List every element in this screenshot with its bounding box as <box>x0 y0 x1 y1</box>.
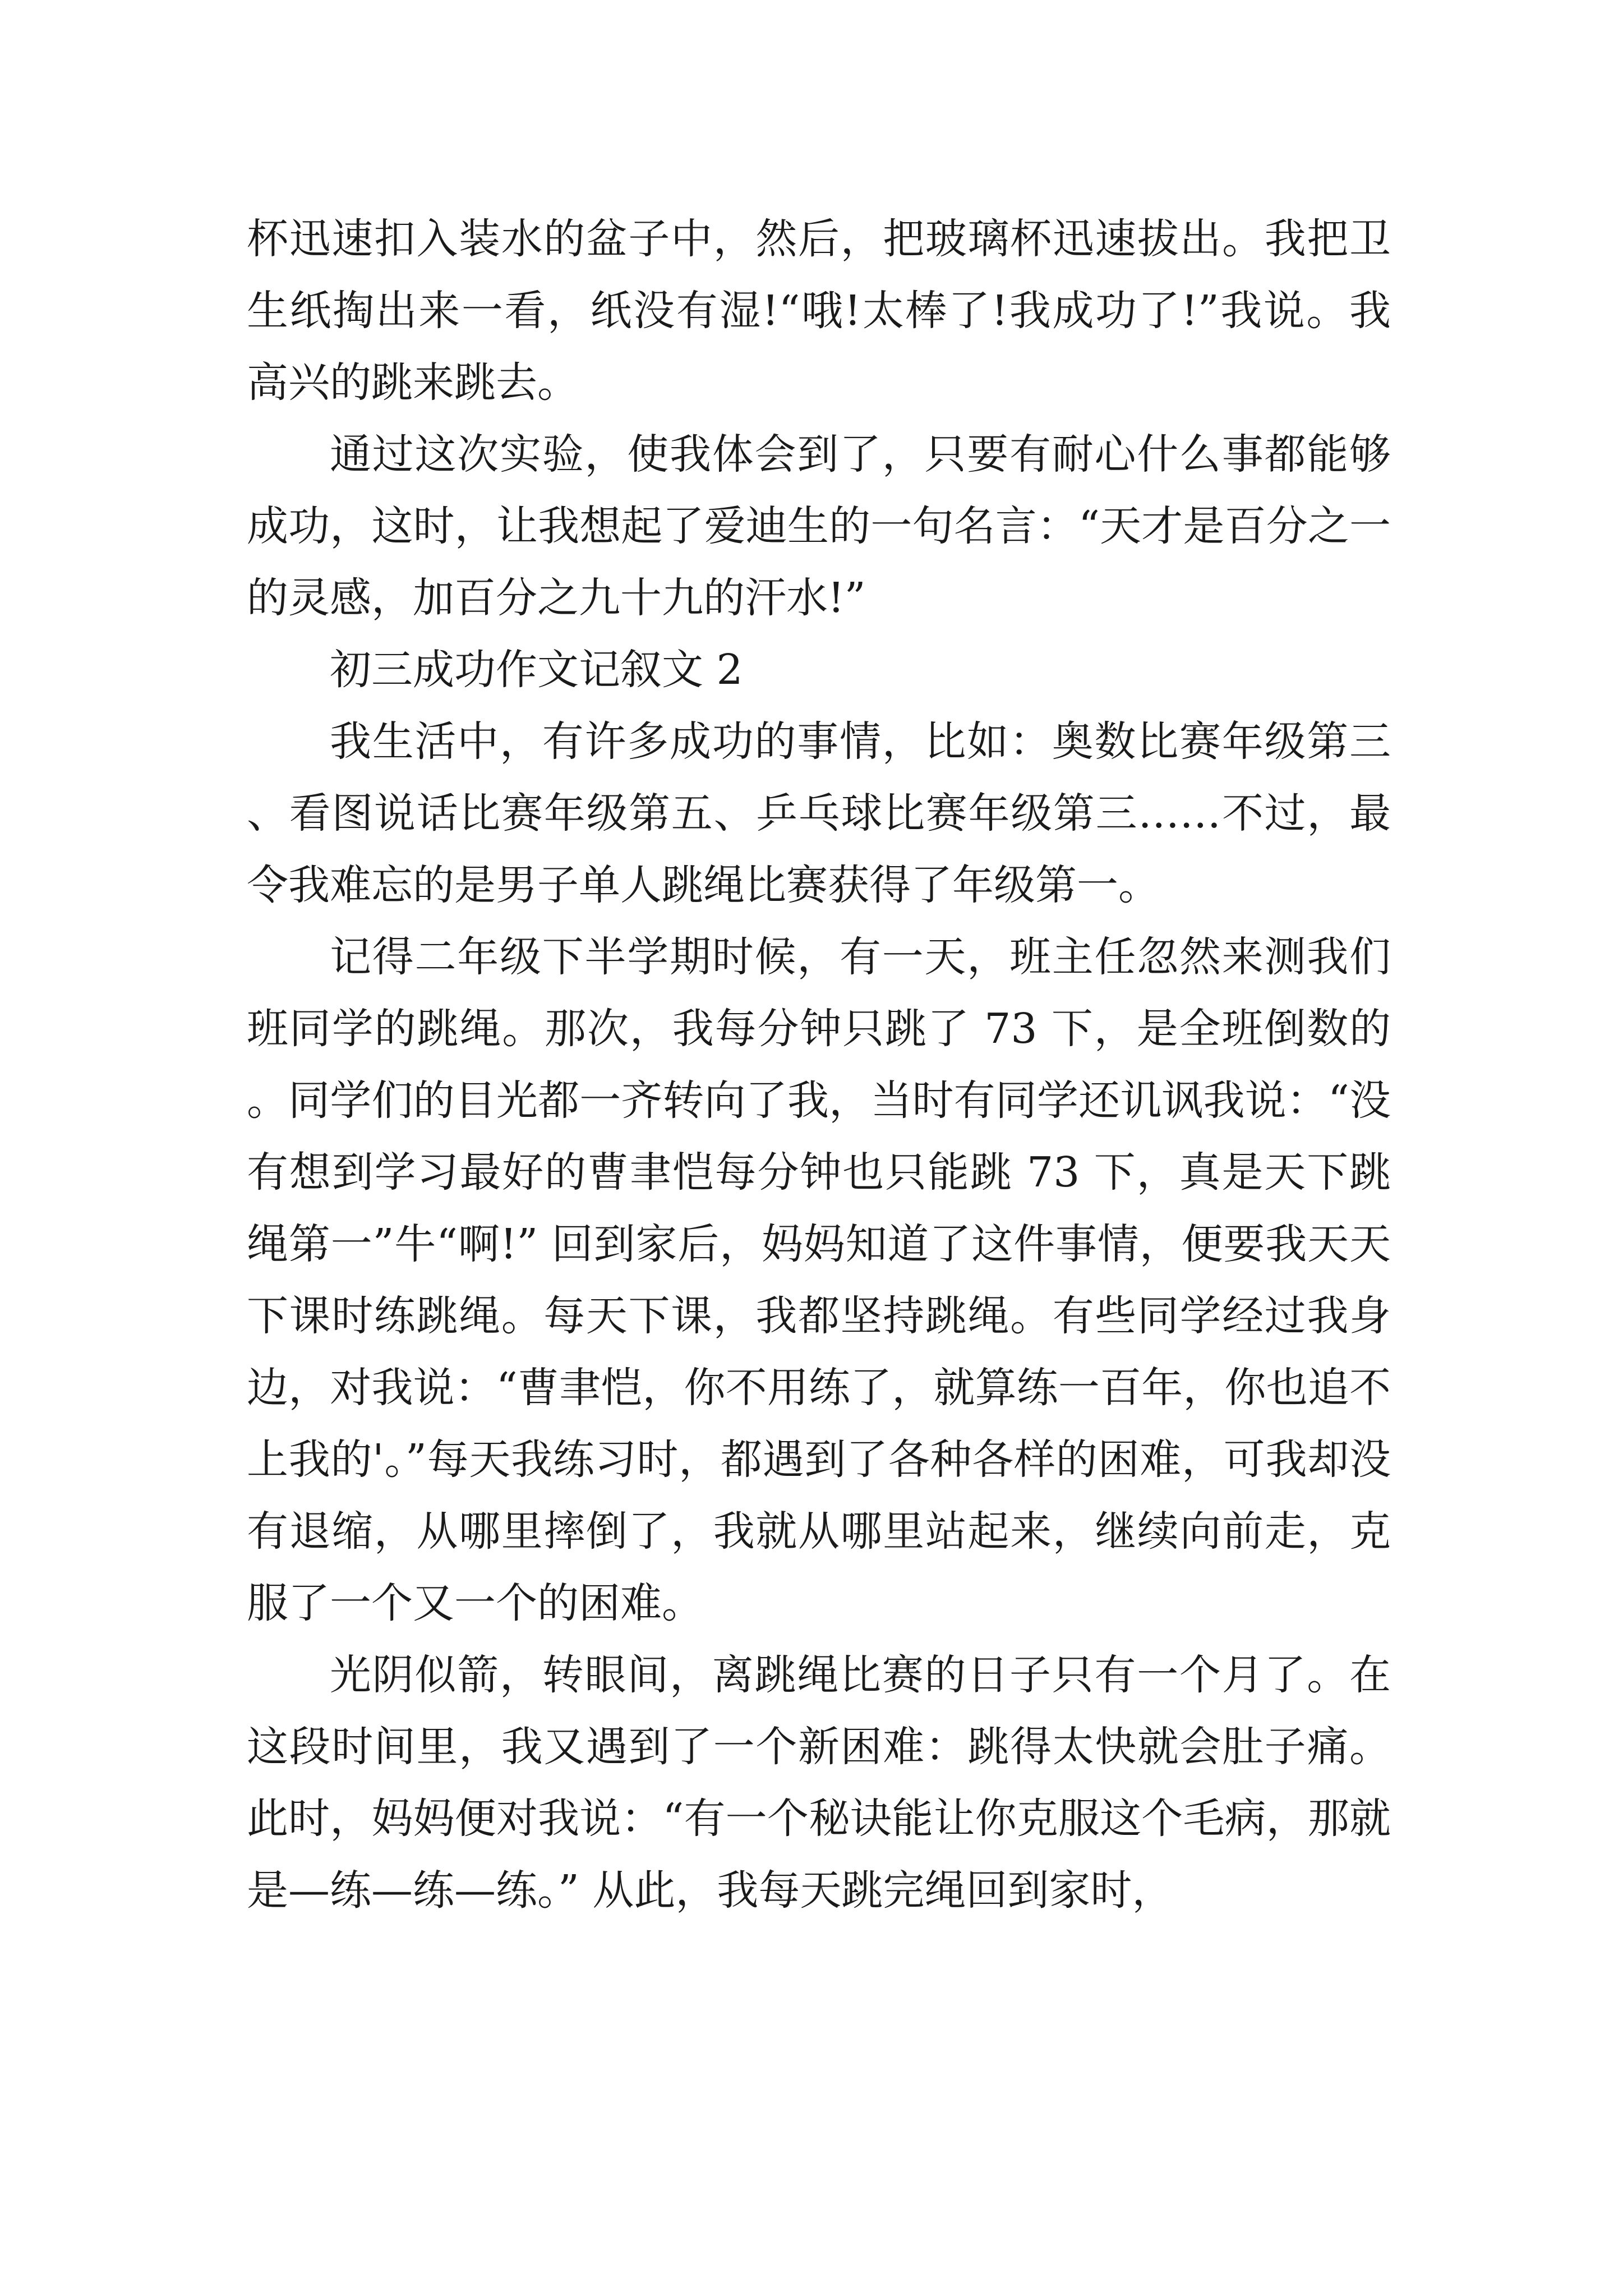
paragraph: 记得二年级下半学期时候，有一天，班主任忽然来测我们班同学的跳绳。那次，我每分钟只跳了 73 下，是全班倒数的。同学们的目光都一齐转向了我，当时有同学还讥讽我说：“没有想到学习最好的曹聿恺每分钟也只能跳 73 下，真是天下跳绳第一”牛“啊!” 回到家后，妈妈知道了这件事情，便要我天天下课时练跳绳。每天下课，我都坚持跳绳。有些同学经过我身边，对我说：“曹聿恺，你不用练了，就算练一百年，你也追不上我的'。”每天我练习时，都遇到了各种各样的困难，可我却没有退缩，从哪里摔倒了，我就从哪里站起来，继续向前走，克服了一个又一个的困难。 <box>247 933 1391 1627</box>
section-heading: 初三成功作文记叙文 2 <box>330 646 743 694</box>
document-page <box>247 203 1391 1926</box>
paragraph: 杯迅速扣入装水的盆子中，然后，把玻璃杯迅速拔出。我把卫生纸掏出来一看，纸没有湿!“哦!太棒了!我成功了!”我说。我高兴的跳来跳去。 <box>247 215 1391 407</box>
paragraph: 通过这次实验，使我体会到了，只要有耐心什么事都能够成功，这时，让我想起了爱迪生的一句名言：“天才是百分之一的灵感，加百分之九十九的汗水!” <box>247 430 1391 622</box>
paragraph: 光阴似箭，转眼间，离跳绳比赛的日子只有一个月了。在这段时间里，我又遇到了一个新困难：跳得太快就会肚子痛。此时，妈妈便对我说：“有一个秘诀能让你克服这个毛病，那就是—练—练—练。” 从此，我每天跳完绳回到家时， <box>247 1651 1391 1915</box>
paragraph: 我生活中，有许多成功的事情，比如：奥数比赛年级第三、看图说话比赛年级第五、乒乓球比赛年级第三……不过，最令我难忘的是男子单人跳绳比赛获得了年级第一。 <box>247 717 1391 909</box>
